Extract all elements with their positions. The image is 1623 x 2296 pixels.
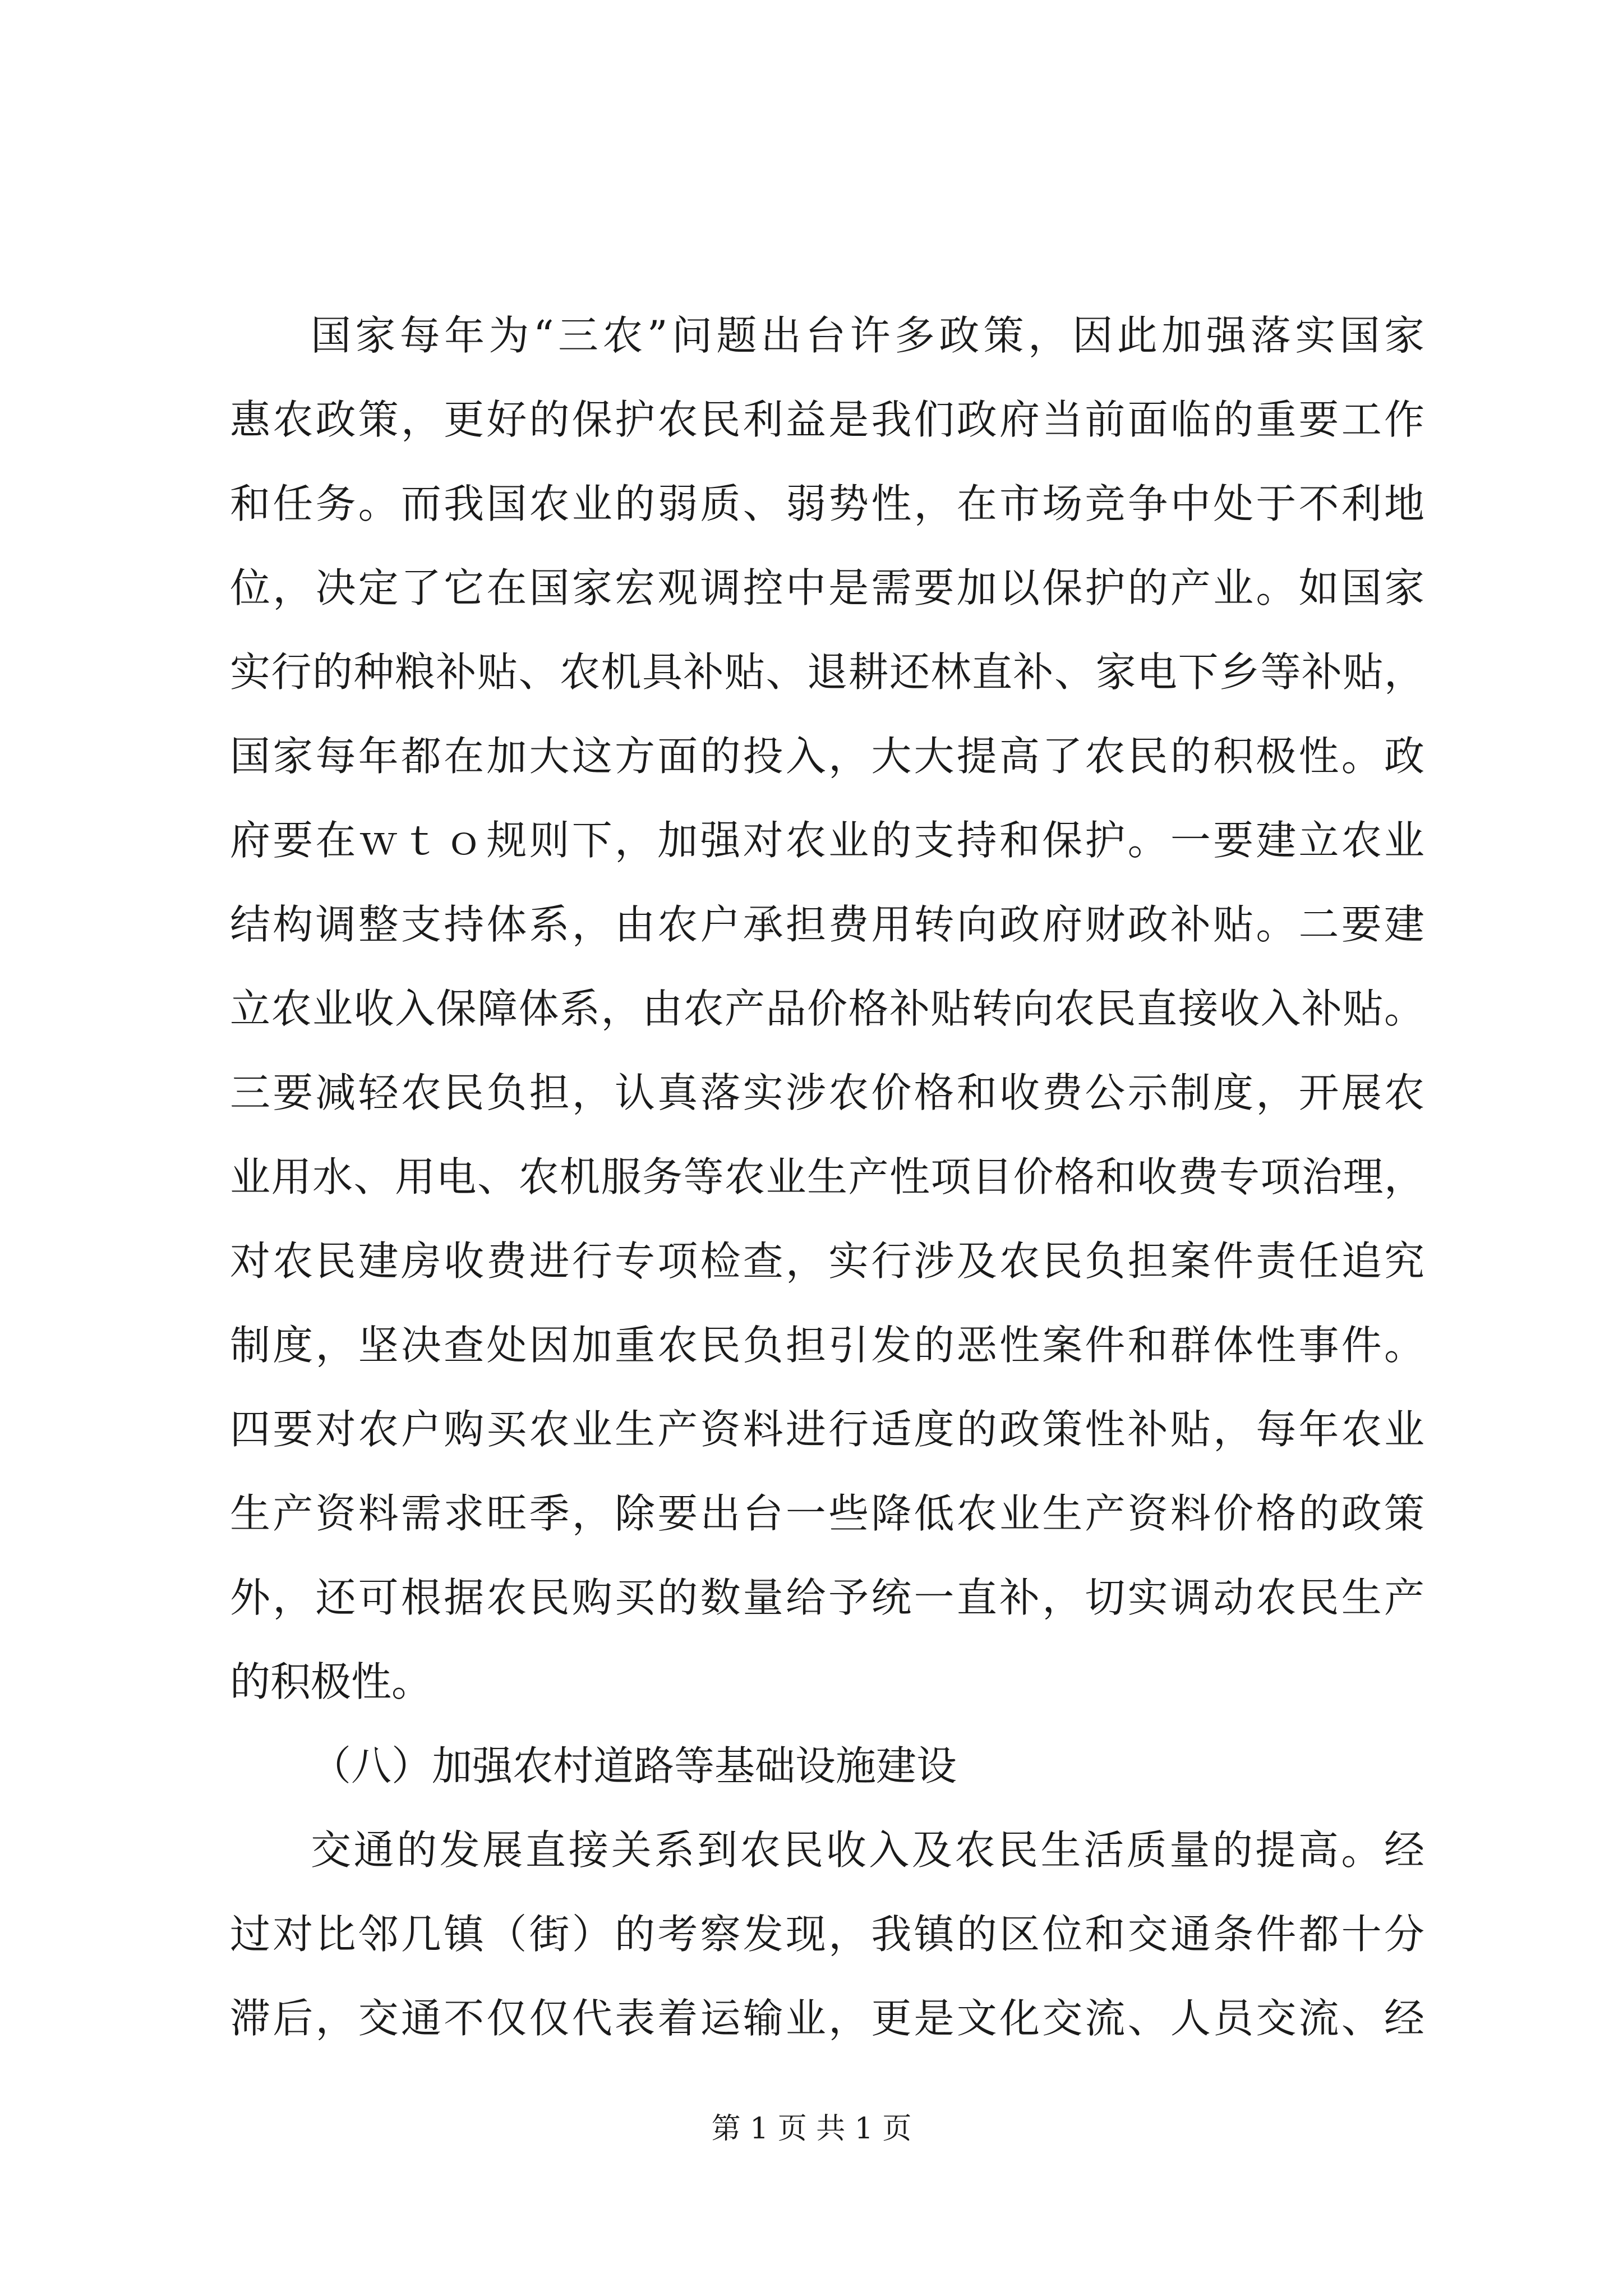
paragraph-2	[230, 1808, 1424, 2060]
paragraph-line: 国家每年为“三农”问题出台许多政策，因此加强落实国家	[311, 312, 1424, 359]
paragraph-line: 三要减轻农民负担，认真落实涉农价格和收费公示制度，开展农	[230, 1069, 1424, 1116]
paragraph-line: 国家每年都在加大这方面的投入，大大提高了农民的积极性。政	[230, 733, 1424, 780]
paragraph-line: 生产资料需求旺季，除要出台一些降低农业生产资料价格的政策	[230, 1490, 1424, 1537]
paragraph-line: 位，决定了它在国家宏观调控中是需要加以保护的产业。如国家	[230, 564, 1424, 611]
paragraph-line: 交通的发展直接关系到农民收入及农民生活质量的提高。经	[311, 1826, 1424, 1874]
paragraph-line: 惠农政策，更好的保护农民利益是我们政府当前面临的重要工作	[230, 396, 1424, 443]
paragraph-line: 和任务。而我国农业的弱质、弱势性，在市场竞争中处于不利地	[230, 480, 1424, 527]
paragraph-line: 业用水、用电、农机服务等农业生产性项目价格和收费专项治理，	[230, 1153, 1424, 1200]
paragraph-line: 立农业收入保障体系，由农产品价格补贴转向农民直接收入补贴。	[230, 985, 1424, 1032]
paragraph-line: 制度，坚决查处因加重农民负担引发的恶性案件和群体性事件。	[230, 1322, 1424, 1369]
paragraph-line: 滞后，交通不仅仅代表着运输业，更是文化交流、人员交流、经	[230, 1995, 1424, 2042]
paragraph-line: 结构调整支持体系，由农户承担费用转向政府财政补贴。二要建	[230, 901, 1424, 948]
paragraph-line: 实行的种粮补贴、农机具补贴、退耕还林直补、家电下乡等补贴，	[230, 648, 1424, 696]
paragraph-line: 外，还可根据农民购买的数量给予统一直补，切实调动农民生产	[230, 1574, 1424, 1621]
paragraph-line: 四要对农户购买农业生产资料进行适度的政策性补贴，每年农业	[230, 1406, 1424, 1453]
paragraph-1	[230, 293, 1424, 1724]
page-indicator: 第 1 页 共 1 页	[711, 2112, 912, 2146]
document-body	[230, 293, 1424, 2060]
paragraph-line: 对农民建房收费进行专项检查，实行涉及农民负担案件责任追究	[230, 1237, 1424, 1285]
paragraph-line: 府要在ｗｔｏ规则下，加强对农业的支持和保护。一要建立农业	[230, 817, 1424, 864]
page-footer	[0, 2109, 1623, 2148]
section-heading: （八）加强农村道路等基础设施建设	[311, 1742, 957, 1789]
paragraph-line: 过对比邻几镇（街）的考察发现，我镇的区位和交通条件都十分	[230, 1911, 1424, 1958]
paragraph-line: 的积极性。	[230, 1658, 432, 1705]
